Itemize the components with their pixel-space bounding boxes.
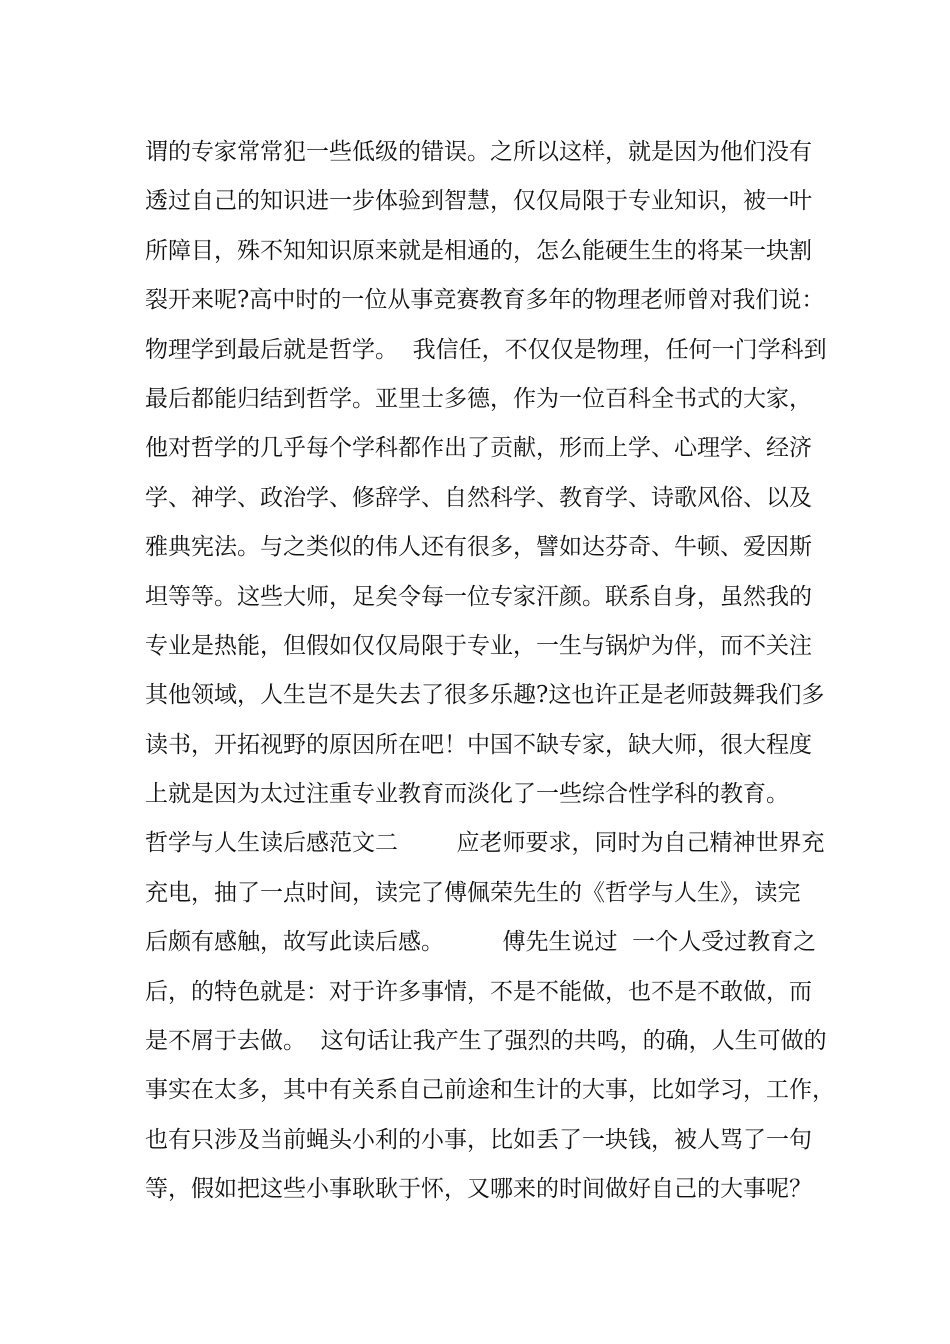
text-line: 最后都能归结到哲学。亚里士多德，作为一位百科全书式的大家， [145, 385, 812, 412]
text-line: 坦等等。这些大师，足矣令每一位专家汗颜。联系自身，虽然我的 [145, 583, 812, 610]
text-line: 裂开来呢?高中时的一位从事竞赛教育多年的物理老师曾对我们说： [145, 287, 825, 314]
text-line: 也有只涉及当前蝇头小利的小事，比如丢了一块钱，被人骂了一句 [145, 1126, 812, 1153]
text-line: 透过自己的知识进一步体验到智慧，仅仅局限于专业知识，被一叶 [145, 188, 812, 215]
text-line: 物理学到最后就是哲学。 我信任，不仅仅是物理，任何一门学科到 [145, 336, 827, 363]
text-line: 是不屑于去做。 这句话让我产生了强烈的共鸣，的确，人生可做的 [145, 1028, 827, 1055]
text-line: 所障目，殊不知知识原来就是相通的，怎么能硬生生的将某一块割 [145, 237, 812, 264]
text-line: 学、神学、政治学、修辞学、自然科学、教育学、诗歌风俗、以及 [145, 484, 812, 511]
text-line: 专业是热能，但假如仅仅局限于专业，一生与锅炉为伴，而不关注 [145, 632, 812, 659]
text-line: 读书，开拓视野的原因所在吧！中国不缺专家，缺大师，很大程度 [145, 731, 812, 758]
text-line: 等，假如把这些小事耿耿于怀，又哪来的时间做好自己的大事呢？ [145, 1176, 812, 1203]
text-line: 谓的专家常常犯一些低级的错误。之所以这样，就是因为他们没有 [145, 139, 812, 165]
text-line: 充电，抽了一点时间，读完了傅佩荣先生的《哲学与人生》，读完 [145, 879, 801, 906]
text-line: 事实在太多，其中有关系自己前途和生计的大事，比如学习，工作， [145, 1077, 835, 1104]
text-line: 上就是因为太过注重专业教育而淡化了一些综合性学科的教育。 [145, 781, 789, 808]
text-line: 其他领域，人生岂不是失去了很多乐趣?这也许正是老师鼓舞我们多 [145, 682, 825, 709]
text-line: 哲学与人生读后感范文二 应老师要求，同时为自己精神世界充 [145, 830, 825, 857]
text-line: 雅典宪法。与之类似的伟人还有很多，譬如达芬奇、牛顿、爱因斯 [145, 534, 812, 561]
text-line: 后颇有感触，故写此读后感。 傅先生说过 一个人受过教育之 [145, 929, 817, 956]
body-text [145, 134, 835, 1221]
text-line: 后，的特色就是：对于许多事情，不是不能做，也不是不敢做，而 [145, 978, 812, 1005]
text-line: 他对哲学的几乎每个学科都作出了贡献，形而上学、心理学、经济 [145, 435, 812, 462]
